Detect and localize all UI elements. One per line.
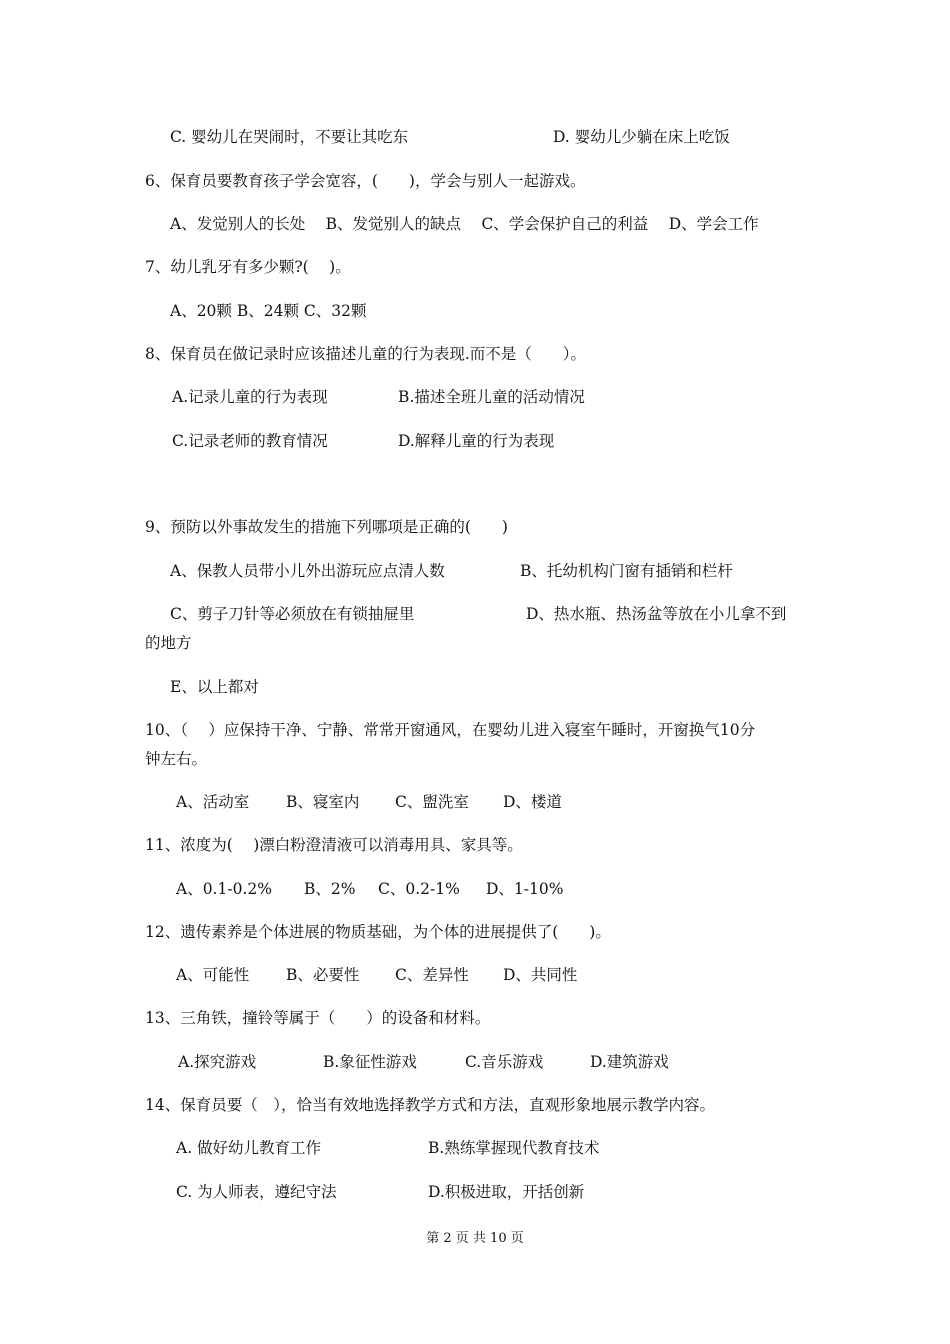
question-9-option-c: C、剪子刀针等必须放在有锁抽屉里 xyxy=(170,605,415,623)
question-10-option-d: D、楼道 xyxy=(503,793,562,811)
question-14: 14、保育员要（ ），恰当有效地选择教学方式和方法，直观形象地展示教学内容。 xyxy=(145,1096,715,1114)
question-12-option-b: B、必要性 xyxy=(286,966,360,984)
question-8-option-d: D.解释儿童的行为表现 xyxy=(398,432,555,450)
question-9-option-d-continued: 的地方 xyxy=(145,634,192,652)
question-13-option-b: B.象征性游戏 xyxy=(323,1053,417,1071)
question-13-option-a: A.探究游戏 xyxy=(178,1053,257,1071)
page-number-footer: 第 2 页 共 10 页 xyxy=(426,1231,524,1246)
question-10-continued: 钟左右。 xyxy=(145,750,208,768)
question-13-option-c: C.音乐游戏 xyxy=(465,1053,544,1071)
question-10-option-a: A、活动室 xyxy=(176,793,250,811)
question-9-option-d: D、热水瓶、热汤盆等放在小儿拿不到 xyxy=(526,605,787,623)
question-7-options: A、20颗 B、24颗 C、32颗 xyxy=(170,302,367,320)
question-11-option-a: A、0.1-0.2% xyxy=(176,880,272,898)
question-14-option-b: B.熟练掌握现代教育技术 xyxy=(428,1139,600,1157)
question-10: 10、（ ）应保持干净、宁静、常常开窗通风，在婴幼儿进入寝室午睡时，开窗换气10分 xyxy=(145,721,756,739)
question-11-option-c: C、0.2-1% xyxy=(378,880,460,898)
question-6-options: A、发觉别人的长处 B、发觉别人的缺点 C、学会保护自己的利益 D、学会工作 xyxy=(170,215,759,233)
question-9-option-b: B、托幼机构门窗有插销和栏杆 xyxy=(520,562,733,580)
question-12: 12、遗传素养是个体进展的物质基础，为个体的进展提供了( )。 xyxy=(145,923,611,941)
question-10-option-c: C、盥洗室 xyxy=(395,793,469,811)
question-5-option-c: C. 婴幼儿在哭闹时，不要让其吃东 xyxy=(170,128,409,146)
question-11: 11、浓度为( )漂白粉澄清液可以消毒用具、家具等。 xyxy=(145,836,523,854)
question-13-option-d: D.建筑游戏 xyxy=(590,1053,669,1071)
question-7: 7、幼儿乳牙有多少颗?( )。 xyxy=(145,258,351,276)
question-12-option-a: A、可能性 xyxy=(176,966,250,984)
question-11-option-d: D、1-10% xyxy=(486,880,564,898)
question-9-option-a: A、保教人员带小儿外出游玩应点清人数 xyxy=(170,562,445,580)
question-8-option-c: C.记录老师的教育情况 xyxy=(172,432,328,450)
question-12-option-d: D、共同性 xyxy=(503,966,578,984)
question-13: 13、三角铁，撞铃等属于（ ）的设备和材料。 xyxy=(145,1009,491,1027)
question-9-option-e: E、以上都对 xyxy=(170,678,259,696)
question-14-option-c: C. 为人师表，遵纪守法 xyxy=(176,1183,337,1201)
question-9: 9、预防以外事故发生的措施下列哪项是正确的( ) xyxy=(145,518,508,536)
question-14-option-a: A. 做好幼儿教育工作 xyxy=(176,1139,322,1157)
question-10-option-b: B、寝室内 xyxy=(286,793,360,811)
question-14-option-d: D.积极进取，开括创新 xyxy=(428,1183,585,1201)
question-8-option-a: A.记录儿童的行为表现 xyxy=(172,388,328,406)
question-8-option-b: B.描述全班儿童的活动情况 xyxy=(398,388,585,406)
question-12-option-c: C、差异性 xyxy=(395,966,469,984)
question-8: 8、保育员在做记录时应该描述儿童的行为表现.而不是（ ）。 xyxy=(145,345,587,363)
question-5-option-d: D. 婴幼儿少躺在床上吃饭 xyxy=(553,128,730,146)
question-11-option-b: B、2% xyxy=(304,880,356,898)
question-6: 6、保育员要教育孩子学会宽容，( )，学会与别人一起游戏。 xyxy=(145,172,586,190)
